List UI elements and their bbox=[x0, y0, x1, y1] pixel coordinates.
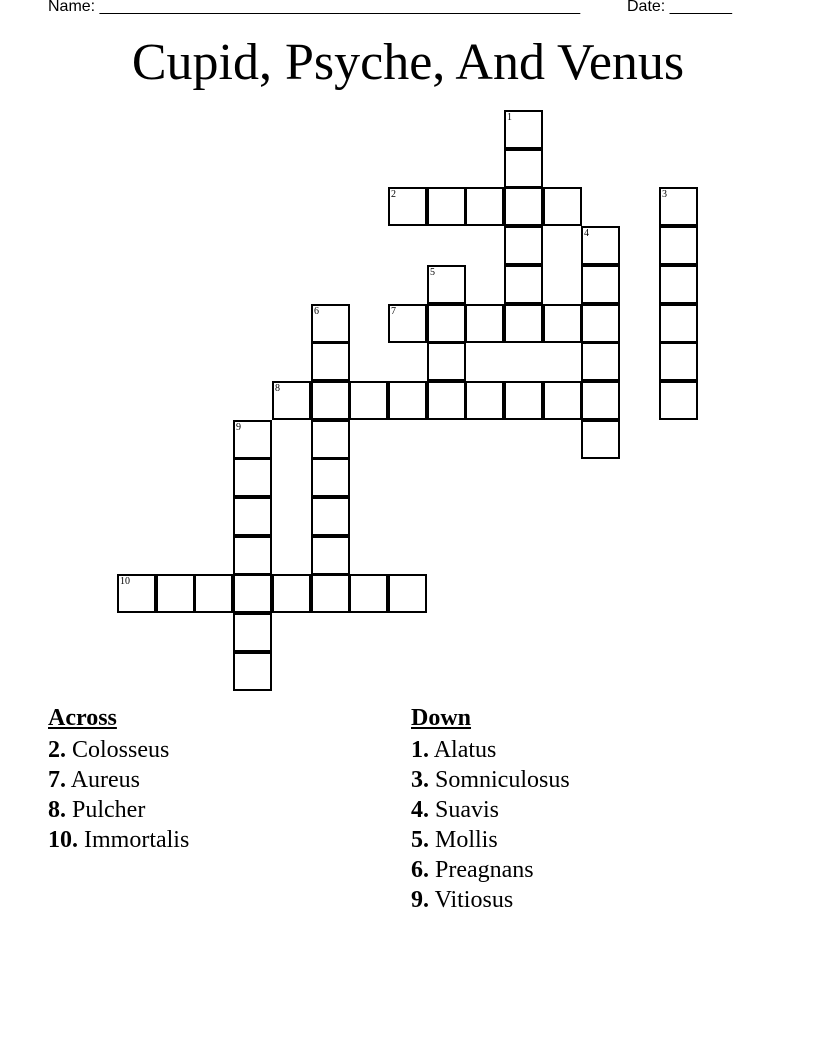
crossword-cell[interactable] bbox=[311, 536, 350, 575]
crossword-cell[interactable] bbox=[233, 652, 272, 691]
page-title: Cupid, Psyche, And Venus bbox=[131, 34, 685, 91]
crossword-cell[interactable] bbox=[311, 420, 350, 459]
name-field-line: Name: ______________________________________________________ bbox=[48, 0, 581, 15]
clue-text: Colosseus bbox=[72, 737, 170, 763]
clue-number: 9. bbox=[411, 887, 429, 913]
crossword-cell[interactable] bbox=[581, 420, 620, 459]
cell-number: 6 bbox=[314, 306, 319, 317]
across-clue bbox=[48, 795, 189, 825]
crossword-cell[interactable] bbox=[311, 304, 350, 343]
down-clue bbox=[411, 885, 570, 915]
cell-number: 2 bbox=[391, 189, 396, 200]
cell-number: 4 bbox=[584, 228, 589, 239]
clue-number: 10. bbox=[48, 827, 78, 853]
crossword-cell[interactable] bbox=[388, 187, 427, 226]
clue-text: Preagnans bbox=[435, 857, 534, 883]
crossword-cell[interactable] bbox=[504, 304, 543, 343]
clue-number: 7. bbox=[48, 767, 66, 793]
crossword-cell[interactable] bbox=[233, 536, 272, 575]
across-clue bbox=[48, 735, 189, 765]
cell-number: 5 bbox=[430, 267, 435, 278]
crossword-cell[interactable] bbox=[233, 574, 272, 613]
crossword-cell[interactable] bbox=[465, 304, 504, 343]
clue-number: 1. bbox=[411, 737, 429, 763]
crossword-cell[interactable] bbox=[194, 574, 233, 613]
crossword-cell[interactable] bbox=[388, 574, 427, 613]
down-clue bbox=[411, 825, 570, 855]
crossword-cell[interactable] bbox=[388, 304, 427, 343]
crossword-cell[interactable] bbox=[465, 187, 504, 226]
down-clue bbox=[411, 855, 570, 885]
across-heading: Across bbox=[48, 705, 117, 731]
crossword-cell[interactable] bbox=[659, 304, 698, 343]
cell-number: 9 bbox=[236, 422, 241, 433]
clue-text: Aureus bbox=[70, 767, 141, 793]
cell-number: 3 bbox=[662, 189, 667, 200]
crossword-cell[interactable] bbox=[504, 265, 543, 304]
crossword-cell[interactable] bbox=[427, 342, 466, 381]
crossword-cell[interactable] bbox=[427, 265, 466, 304]
crossword-cell[interactable] bbox=[272, 381, 311, 420]
crossword-cell[interactable] bbox=[504, 226, 543, 265]
crossword-cell[interactable] bbox=[156, 574, 195, 613]
crossword-cell[interactable] bbox=[581, 304, 620, 343]
crossword-cell[interactable] bbox=[233, 458, 272, 497]
crossword-cell[interactable] bbox=[272, 574, 311, 613]
crossword-cell[interactable] bbox=[581, 381, 620, 420]
crossword-cell[interactable] bbox=[504, 149, 543, 188]
clue-number: 4. bbox=[411, 797, 429, 823]
crossword-cell[interactable] bbox=[659, 187, 698, 226]
crossword-cell[interactable] bbox=[504, 381, 543, 420]
crossword-cell[interactable] bbox=[543, 187, 582, 226]
crossword-cell[interactable] bbox=[311, 497, 350, 536]
crossword-cell[interactable] bbox=[311, 458, 350, 497]
clue-text: Somniculosus bbox=[435, 767, 570, 793]
crossword-cell[interactable] bbox=[659, 265, 698, 304]
clue-text: Alatus bbox=[433, 737, 497, 763]
crossword-cell[interactable] bbox=[311, 342, 350, 381]
crossword-cell[interactable] bbox=[659, 381, 698, 420]
crossword-cell[interactable] bbox=[427, 304, 466, 343]
crossword-cell[interactable] bbox=[427, 381, 466, 420]
crossword-cell[interactable] bbox=[388, 381, 427, 420]
crossword-cell[interactable] bbox=[427, 187, 466, 226]
cell-number: 8 bbox=[275, 383, 280, 394]
crossword-cell[interactable] bbox=[504, 110, 543, 149]
clue-text: Immortalis bbox=[84, 827, 190, 853]
clue-number: 6. bbox=[411, 857, 429, 883]
cell-number: 7 bbox=[391, 306, 396, 317]
crossword-cell[interactable] bbox=[543, 381, 582, 420]
clue-number: 5. bbox=[411, 827, 429, 853]
crossword-cell[interactable] bbox=[233, 613, 272, 652]
down-clues bbox=[411, 703, 570, 915]
crossword-cell[interactable] bbox=[233, 497, 272, 536]
crossword-cell[interactable] bbox=[659, 226, 698, 265]
across-clue bbox=[48, 825, 189, 855]
down-clue bbox=[411, 765, 570, 795]
crossword-cell[interactable] bbox=[117, 574, 156, 613]
crossword-cell[interactable] bbox=[311, 381, 350, 420]
crossword-cell[interactable] bbox=[349, 381, 388, 420]
cell-number: 1 bbox=[507, 112, 512, 123]
across-clues bbox=[48, 703, 189, 855]
crossword-cell[interactable] bbox=[311, 574, 350, 613]
down-clue bbox=[411, 735, 570, 765]
clue-text: Pulcher bbox=[72, 797, 146, 823]
clue-text: Vitiosus bbox=[434, 887, 514, 913]
crossword-cell[interactable] bbox=[504, 187, 543, 226]
crossword-cell[interactable] bbox=[659, 342, 698, 381]
down-heading: Down bbox=[411, 705, 472, 731]
crossword-cell[interactable] bbox=[543, 304, 582, 343]
clue-number: 2. bbox=[48, 737, 66, 763]
crossword-cell[interactable] bbox=[581, 265, 620, 304]
clue-text: Mollis bbox=[435, 827, 498, 853]
crossword-cell[interactable] bbox=[465, 381, 504, 420]
clue-number: 8. bbox=[48, 797, 66, 823]
crossword-cell[interactable] bbox=[581, 342, 620, 381]
cell-number: 10 bbox=[120, 576, 130, 587]
crossword-cell[interactable] bbox=[581, 226, 620, 265]
date-field-line: Date: _______ bbox=[627, 0, 732, 15]
clue-text: Suavis bbox=[435, 797, 500, 823]
down-clue bbox=[411, 795, 570, 825]
crossword-cell[interactable] bbox=[233, 420, 272, 459]
clue-number: 3. bbox=[411, 767, 429, 793]
crossword-cell[interactable] bbox=[349, 574, 388, 613]
across-clue bbox=[48, 765, 189, 795]
